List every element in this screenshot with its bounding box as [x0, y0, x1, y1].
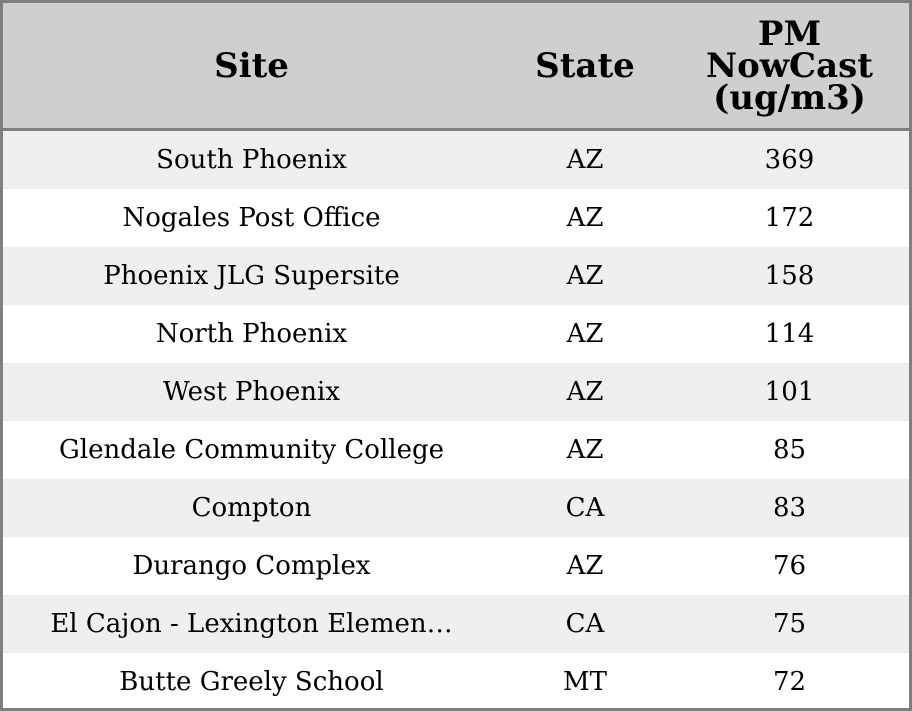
pm-nowcast-table — [3, 3, 909, 711]
site-cell: Phoenix JLG Supersite — [3, 247, 500, 305]
header-pm-line-2: NowCast — [706, 45, 873, 86]
pm-value-cell: 76 — [670, 537, 909, 595]
pm-value-cell: 72 — [670, 653, 909, 711]
header-state: State — [500, 3, 670, 130]
state-cell: AZ — [500, 247, 670, 305]
table-row — [3, 363, 909, 421]
site-cell: South Phoenix — [3, 130, 500, 190]
pm-value-cell: 369 — [670, 130, 909, 190]
pm-value-cell: 101 — [670, 363, 909, 421]
header-pm-line-1: PM — [757, 13, 822, 54]
pm-value-cell: 172 — [670, 189, 909, 247]
table-body — [3, 130, 909, 711]
state-cell: AZ — [500, 363, 670, 421]
site-cell: Nogales Post Office — [3, 189, 500, 247]
header-pm-line-3: (ug/m3) — [713, 77, 866, 118]
state-cell: AZ — [500, 189, 670, 247]
site-cell: North Phoenix — [3, 305, 500, 363]
state-cell: AZ — [500, 130, 670, 190]
table-row — [3, 189, 909, 247]
header-site: Site — [3, 3, 500, 130]
site-cell: Compton — [3, 479, 500, 537]
table-row — [3, 537, 909, 595]
table-row — [3, 595, 909, 653]
header-row — [3, 3, 909, 130]
pm-value-cell: 114 — [670, 305, 909, 363]
pm-value-cell: 83 — [670, 479, 909, 537]
table-row — [3, 653, 909, 711]
site-cell: El Cajon - Lexington Elemen… — [3, 595, 500, 653]
pm-value-cell: 75 — [670, 595, 909, 653]
site-cell: Glendale Community College — [3, 421, 500, 479]
table-row — [3, 421, 909, 479]
state-cell: CA — [500, 479, 670, 537]
state-cell: AZ — [500, 421, 670, 479]
table-row — [3, 479, 909, 537]
table-header — [3, 3, 909, 130]
table-row — [3, 130, 909, 190]
state-cell: AZ — [500, 537, 670, 595]
pm-value-cell: 158 — [670, 247, 909, 305]
state-cell: AZ — [500, 305, 670, 363]
table-row — [3, 247, 909, 305]
state-cell: CA — [500, 595, 670, 653]
site-cell: West Phoenix — [3, 363, 500, 421]
pm-value-cell: 85 — [670, 421, 909, 479]
header-pm-nowcast — [670, 3, 909, 130]
table-row — [3, 305, 909, 363]
site-cell: Durango Complex — [3, 537, 500, 595]
site-cell: Butte Greely School — [3, 653, 500, 711]
state-cell: MT — [500, 653, 670, 711]
